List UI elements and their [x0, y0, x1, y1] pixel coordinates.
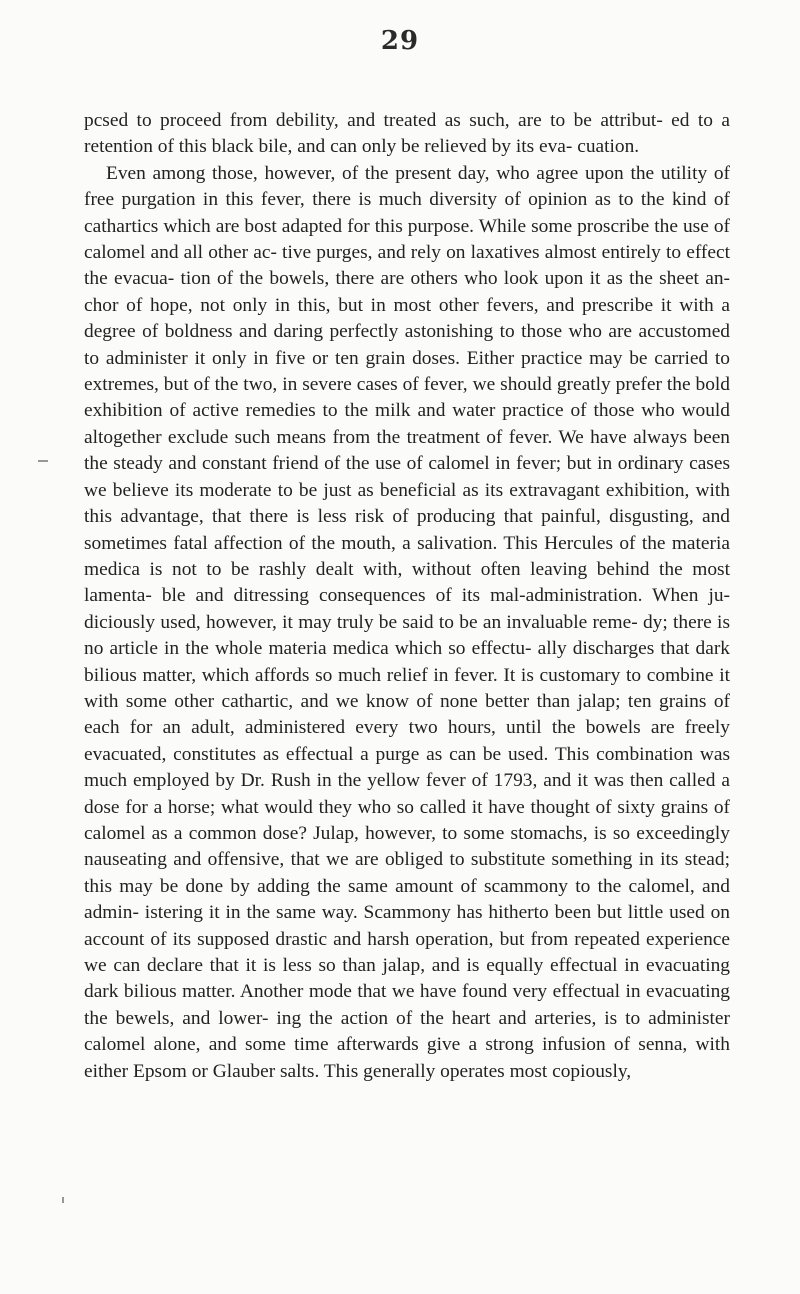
paragraph-cathartics: Even among those, however, of the present day, who agree upon the utility of free purgation in this fever, there is much diversity of opinion as to the kind of cathartics which are bost adapted for this purpose. While some proscribe the use of calomel and all other ac- tive purges, and rely on laxatives almost entirely to effect the evacua- tion of the bowels, there are others who look upon it as the sheet an- chor of hope, not only in this, but in most other fevers, and prescribe it with a degree of boldness and daring perfectly astonishing to those who are accustomed to administer it only in five or ten grain doses. Either practice may be carried to extremes, but of the two, in severe cases of fever, we should greatly prefer the bold exhibition of active remedies to the milk and water practice of those who would altogether exclude such means from the treatment of fever. We have always been the steady and constant friend of the use of calomel in fever; but in ordinary cases we believe its moderate to be just as beneficial as its extravagant exhibition, with this advantage, that there is less risk of producing that painful, disgusting, and sometimes fatal affection of the mouth, a salivation. This Hercules of the materia medica is not to be rashly dealt with, without often leaving behind the most lamenta- ble and ditressing consequences of its mal-administration. When ju- diciously used, however, it may truly be said to be an invaluable reme- dy; there is no article in the whole materia medica which so effectu- ally discharges that dark bilious matter, which affords so much relief in fever. It is customary to combine it with some other cathartic, and we know of none better than jalap; ten grains of each for an adult, administered every two hours, until the bowels are freely evacuated, constitutes as effectual a purge as can be used. This combination was much employed by Dr. Rush in the yellow fever of 1793, and it was then called a dose for a horse; what would they who so called it have thought of sixty grains of calomel as a common dose? Julap, however, to some stomachs, is so exceedingly nauseating and offensive, that we are obliged to substitute something in its stead; this may be done by adding the same amount of scammony to the calomel, and admin- istering it in the same way. Scammony has hitherto been but little used on account of its supposed drastic and harsh operation, but from repeated experience we can declare that it is less so than jalap, and is equally effectual in evacuating dark bilious matter. Another mode that we have found very effectual in evacuating the bewels, and lower- ing the action of the heart and arteries, is to administer calomel alone, and some time afterwards give a strong infusion of senna, with either Epsom or Glauber salts. This generally operates most copiously, [84, 162, 730, 1082]
body-text [84, 108, 730, 1085]
page-number: 29 [380, 26, 420, 56]
paragraph-continued: pcsed to proceed from debility, and treated as such, are to be attribut- ed to a retention of this black bile, and can only be relieved by its eva- cuation. [84, 110, 730, 158]
margin-mark [38, 460, 48, 462]
margin-mark [62, 1197, 64, 1203]
